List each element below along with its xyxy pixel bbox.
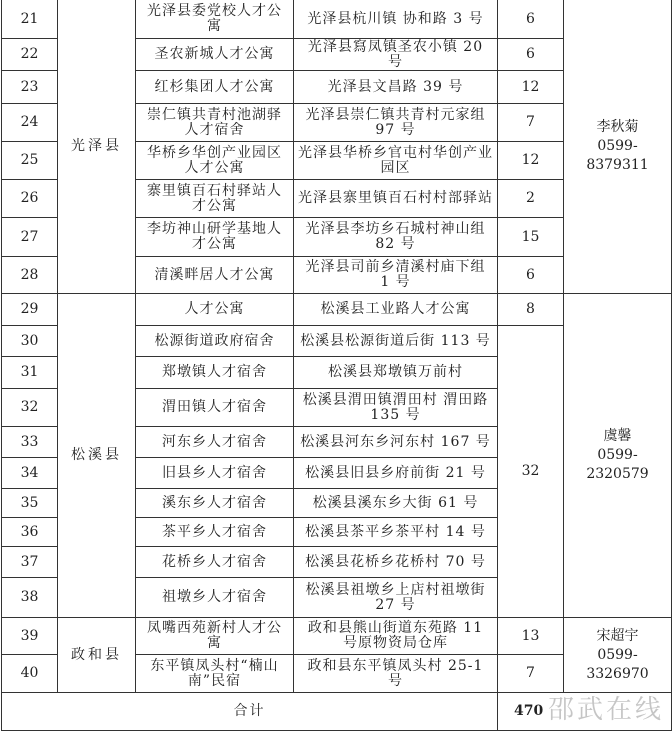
apartment-name: 渭田镇人才宿舍 bbox=[136, 389, 294, 427]
unit-count: 15 bbox=[498, 218, 564, 257]
row-number: 23 bbox=[2, 71, 58, 104]
apartment-name: 河东乡人才宿舍 bbox=[136, 427, 294, 458]
apartment-name: 华桥乡华创产业园区人才公寓 bbox=[136, 142, 294, 180]
unit-count: 12 bbox=[498, 71, 564, 104]
unit-count: 32 bbox=[498, 326, 564, 618]
apartment-name: 清溪畔居人才公寓 bbox=[136, 257, 294, 294]
county-cell: 光泽县 bbox=[58, 0, 136, 294]
unit-count: 7 bbox=[498, 104, 564, 142]
apartment-name: 人才公寓 bbox=[136, 294, 294, 326]
row-number: 33 bbox=[2, 427, 58, 458]
contact-cell bbox=[564, 294, 672, 618]
county-cell: 政和县 bbox=[58, 618, 136, 693]
apartment-address: 松溪县松源街道后街 113 号 bbox=[294, 326, 498, 357]
row-number: 37 bbox=[2, 547, 58, 578]
apartment-name: 松源街道政府宿舍 bbox=[136, 326, 294, 357]
row-number: 24 bbox=[2, 104, 58, 142]
apartment-address: 光泽县李坊乡石城村神山组 82 号 bbox=[294, 218, 498, 257]
row-number: 40 bbox=[2, 655, 58, 693]
apartment-address: 光泽县杭川镇 协和路 3 号 bbox=[294, 0, 498, 39]
row-number: 39 bbox=[2, 618, 58, 655]
apartment-address: 光泽县寨里镇百石村村部驿站 bbox=[294, 180, 498, 218]
unit-count: 13 bbox=[498, 618, 564, 655]
apartment-name: 李坊神山研学基地人才公寓 bbox=[136, 218, 294, 257]
apartment-name: 光泽县委党校人才公寓 bbox=[136, 0, 294, 39]
row-number: 31 bbox=[2, 357, 58, 389]
row-number: 38 bbox=[2, 578, 58, 618]
unit-count: 6 bbox=[498, 257, 564, 294]
county-cell: 松溪县 bbox=[58, 294, 136, 618]
row-number: 32 bbox=[2, 389, 58, 427]
apartment-address: 光泽县司前乡清溪村庙下组 1 号 bbox=[294, 257, 498, 294]
row-number: 21 bbox=[2, 0, 58, 39]
contact-phone: 0599-3326970 bbox=[586, 646, 649, 682]
contact-name: 宋超宇 bbox=[596, 627, 639, 644]
housing-table bbox=[1, 0, 672, 731]
apartment-name: 郑墩镇人才宿舍 bbox=[136, 357, 294, 389]
apartment-address: 松溪县郑墩镇万前村 bbox=[294, 357, 498, 389]
contact-cell bbox=[564, 0, 672, 294]
apartment-address: 光泽县寫凤镇圣农小镇 20 号 bbox=[294, 39, 498, 71]
apartment-address: 政和县熊山街道东苑路 11 号原物资局仓库 bbox=[294, 618, 498, 655]
apartment-address: 松溪县旧县乡府前街 21 号 bbox=[294, 458, 498, 489]
unit-count: 12 bbox=[498, 142, 564, 180]
row-number: 27 bbox=[2, 218, 58, 257]
apartment-address: 松溪县祖墩乡上店村祖墩街 27 号 bbox=[294, 578, 498, 618]
row-number: 30 bbox=[2, 326, 58, 357]
table-row bbox=[2, 618, 672, 655]
apartment-address: 松溪县溪东乡大街 61 号 bbox=[294, 489, 498, 518]
row-number: 29 bbox=[2, 294, 58, 326]
contact-phone: 0599-2320579 bbox=[586, 447, 649, 482]
contact-phone: 0599-8379311 bbox=[586, 138, 649, 173]
apartment-name: 茶平乡人才宿舍 bbox=[136, 518, 294, 547]
apartment-address: 光泽县文昌路 39 号 bbox=[294, 71, 498, 104]
apartment-address: 松溪县河东乡河东村 167 号 bbox=[294, 427, 498, 458]
unit-count: 6 bbox=[498, 0, 564, 39]
apartment-address: 松溪县花桥乡花桥村 70 号 bbox=[294, 547, 498, 578]
total-value: 470 bbox=[498, 693, 672, 731]
row-number: 22 bbox=[2, 39, 58, 71]
apartment-name: 崇仁镇共青村池湖驿人才宿舍 bbox=[136, 104, 294, 142]
apartment-name: 红杉集团人才公寓 bbox=[136, 71, 294, 104]
apartment-address: 松溪县工业路人才公寓 bbox=[294, 294, 498, 326]
unit-count: 6 bbox=[498, 39, 564, 71]
apartment-address: 松溪县渭田镇渭田村 渭田路 135 号 bbox=[294, 389, 498, 427]
apartment-name: 溪东乡人才宿舍 bbox=[136, 489, 294, 518]
unit-count: 2 bbox=[498, 180, 564, 218]
contact-cell bbox=[564, 618, 672, 693]
table-row bbox=[2, 0, 672, 39]
unit-count: 7 bbox=[498, 655, 564, 693]
table-row bbox=[2, 294, 672, 326]
apartment-name: 祖墩乡人才宿舍 bbox=[136, 578, 294, 618]
row-number: 28 bbox=[2, 257, 58, 294]
contact-name: 虞馨 bbox=[603, 428, 632, 444]
apartment-name: 东平镇凤头村“楠山南”民宿 bbox=[136, 655, 294, 693]
row-number: 34 bbox=[2, 458, 58, 489]
apartment-address: 光泽县华桥乡官屯村华创产业园区 bbox=[294, 142, 498, 180]
contact-name: 李秋菊 bbox=[596, 119, 639, 135]
watermark-logo: 邵武在线 bbox=[547, 695, 664, 725]
apartment-address: 光泽县崇仁镇共青村元家组 97 号 bbox=[294, 104, 498, 142]
row-number: 25 bbox=[2, 142, 58, 180]
apartment-address: 政和县东平镇凤头村 25-1 号 bbox=[294, 655, 498, 693]
unit-count: 8 bbox=[498, 294, 564, 326]
apartment-name: 圣农新城人才公寓 bbox=[136, 39, 294, 71]
row-number: 35 bbox=[2, 489, 58, 518]
apartment-name: 花桥乡人才宿舍 bbox=[136, 547, 294, 578]
apartment-address: 松溪县茶平乡茶平村 14 号 bbox=[294, 518, 498, 547]
apartment-name: 凤嘴西苑新村人才公寓 bbox=[136, 618, 294, 655]
row-number: 26 bbox=[2, 180, 58, 218]
row-number: 36 bbox=[2, 518, 58, 547]
total-label: 合计 bbox=[2, 693, 498, 731]
apartment-name: 旧县乡人才宿舍 bbox=[136, 458, 294, 489]
apartment-name: 寨里镇百石村驿站人才公寓 bbox=[136, 180, 294, 218]
